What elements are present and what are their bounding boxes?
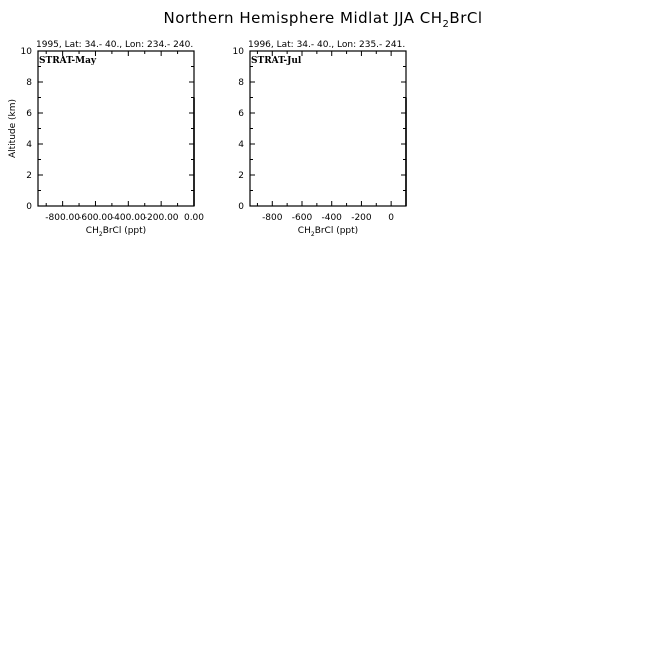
x-axis-label-subscript: 2 — [98, 231, 103, 238]
x-tick-label: -800.00 — [45, 213, 81, 223]
y-tick-label: 6 — [238, 109, 244, 119]
x-tick-label: -400 — [321, 213, 342, 223]
y-tick-label: 10 — [232, 47, 244, 57]
x-tick-label: -200.00 — [143, 213, 179, 223]
plot-frame — [38, 51, 194, 206]
y-tick-label: 4 — [26, 140, 32, 150]
y-tick-label: 2 — [26, 171, 32, 181]
x-tick-label: -400.00 — [110, 213, 146, 223]
x-tick-label: -200 — [351, 213, 372, 223]
figure-title: Northern Hemisphere Midlat JJA $CH_2BrCl$ — [163, 9, 483, 30]
panels — [8, 40, 406, 238]
x-axis-label-part: BrCl (ppt) — [102, 226, 147, 236]
y-tick-label: 8 — [238, 78, 244, 88]
plot-frame — [250, 51, 406, 206]
y-tick-label: 10 — [20, 47, 32, 57]
x-axis-label-part: BrCl (ppt) — [314, 226, 359, 236]
x-tick-label: -600 — [291, 213, 313, 223]
x-axis-label — [86, 226, 146, 238]
x-tick-label: 0.00 — [183, 213, 205, 223]
y-tick-label: 6 — [26, 109, 32, 119]
x-tick-label: -800 — [262, 213, 283, 223]
x-axis-label-part: CH — [85, 226, 99, 236]
panel-header: 1995, Lat: 34.- 40., Lon: 234.- 240. — [36, 40, 194, 50]
chart-panel-2 — [233, 40, 406, 238]
x-tick-label: 0 — [388, 213, 395, 223]
panel-header: 1996, Lat: 34.- 40., Lon: 235.- 241. — [248, 40, 406, 50]
y-tick-label: 0 — [238, 202, 244, 212]
y-tick-label: 4 — [238, 140, 244, 150]
x-axis-label-part: CH — [297, 226, 311, 236]
chart-panel-1 — [8, 40, 204, 238]
panel-label: STRAT-Jul — [251, 56, 302, 66]
y-tick-label: 0 — [26, 202, 32, 212]
y-tick-label: 2 — [238, 171, 244, 181]
y-axis-label: Altitude (km) — [8, 98, 18, 159]
x-axis-label-subscript: 2 — [310, 231, 315, 238]
y-tick-label: 8 — [26, 78, 32, 88]
x-axis-label — [298, 226, 358, 238]
panel-label: STRAT-May — [39, 56, 97, 66]
x-tick-label: -600.00 — [78, 213, 113, 223]
